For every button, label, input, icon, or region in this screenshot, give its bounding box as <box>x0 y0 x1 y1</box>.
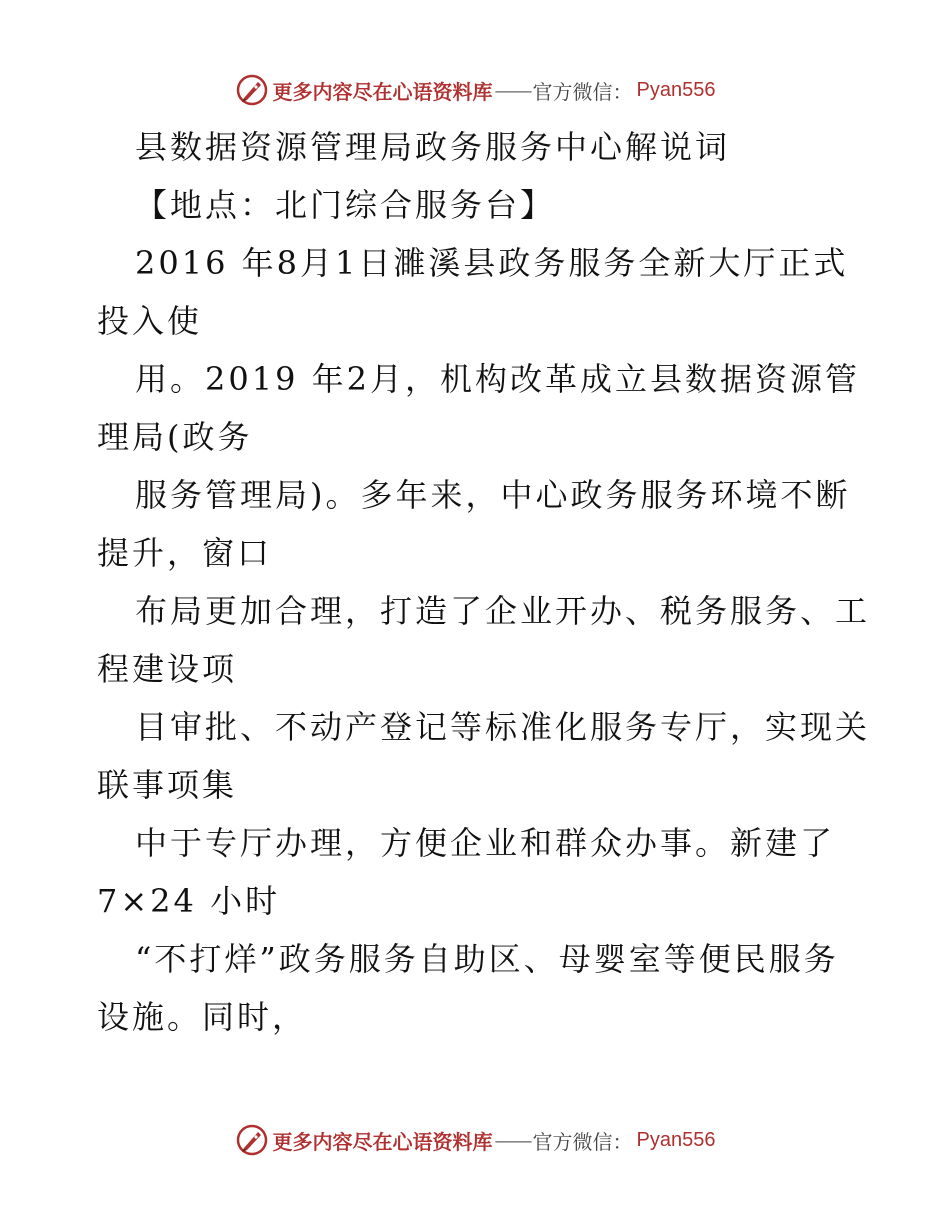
text-line: 7×24 小时 <box>97 882 281 920</box>
pen-quill-logo-icon <box>235 1123 269 1157</box>
text-line: 理局(政务 <box>97 418 253 456</box>
text-line: 程建设项 <box>97 650 238 688</box>
document-title: 县数据资源管理局政务服务中心解说词 <box>135 128 731 166</box>
footer-wechat-label: 官方微信： <box>532 1129 633 1154</box>
text-line: 提升，窗口 <box>97 534 273 572</box>
page-footer-banner <box>0 1120 950 1160</box>
header-dash: —— <box>494 78 531 102</box>
header-wechat-account: Pyan556 <box>636 78 716 101</box>
text-line: “不打烊”政务服务自助区、母婴室等便民服务 <box>135 940 839 978</box>
text-line: 联事项集 <box>97 766 238 804</box>
text-line: 目审批、不动产登记等标准化服务专厅，实现关 <box>135 708 871 746</box>
text-line: 服务管理局)。多年来，中心政务服务环境不断 <box>135 476 851 514</box>
footer-dash: —— <box>494 1128 531 1152</box>
header-brand-text: 更多内容尽在心语资料库 <box>272 79 493 104</box>
text-line: 用。2019 年2月，机构改革成立县数据资源管 <box>135 360 860 398</box>
text-line: 投入使 <box>97 302 203 340</box>
page-header-banner <box>0 70 950 110</box>
header-wechat-label: 官方微信： <box>532 79 633 104</box>
pen-quill-logo-icon <box>235 73 269 107</box>
text-line: 2016 年8月1日濉溪县政务服务全新大厅正式 <box>135 244 849 282</box>
text-line: 设施。同时， <box>97 998 308 1036</box>
document-location: 【地点：北门综合服务台】 <box>135 186 556 224</box>
text-line: 布局更加合理，打造了企业开办、税务服务、工 <box>135 592 871 630</box>
footer-wechat-account: Pyan556 <box>636 1128 716 1151</box>
text-line: 中于专厅办理，方便企业和群众办事。新建了 <box>135 824 836 862</box>
footer-brand-text: 更多内容尽在心语资料库 <box>272 1129 493 1154</box>
